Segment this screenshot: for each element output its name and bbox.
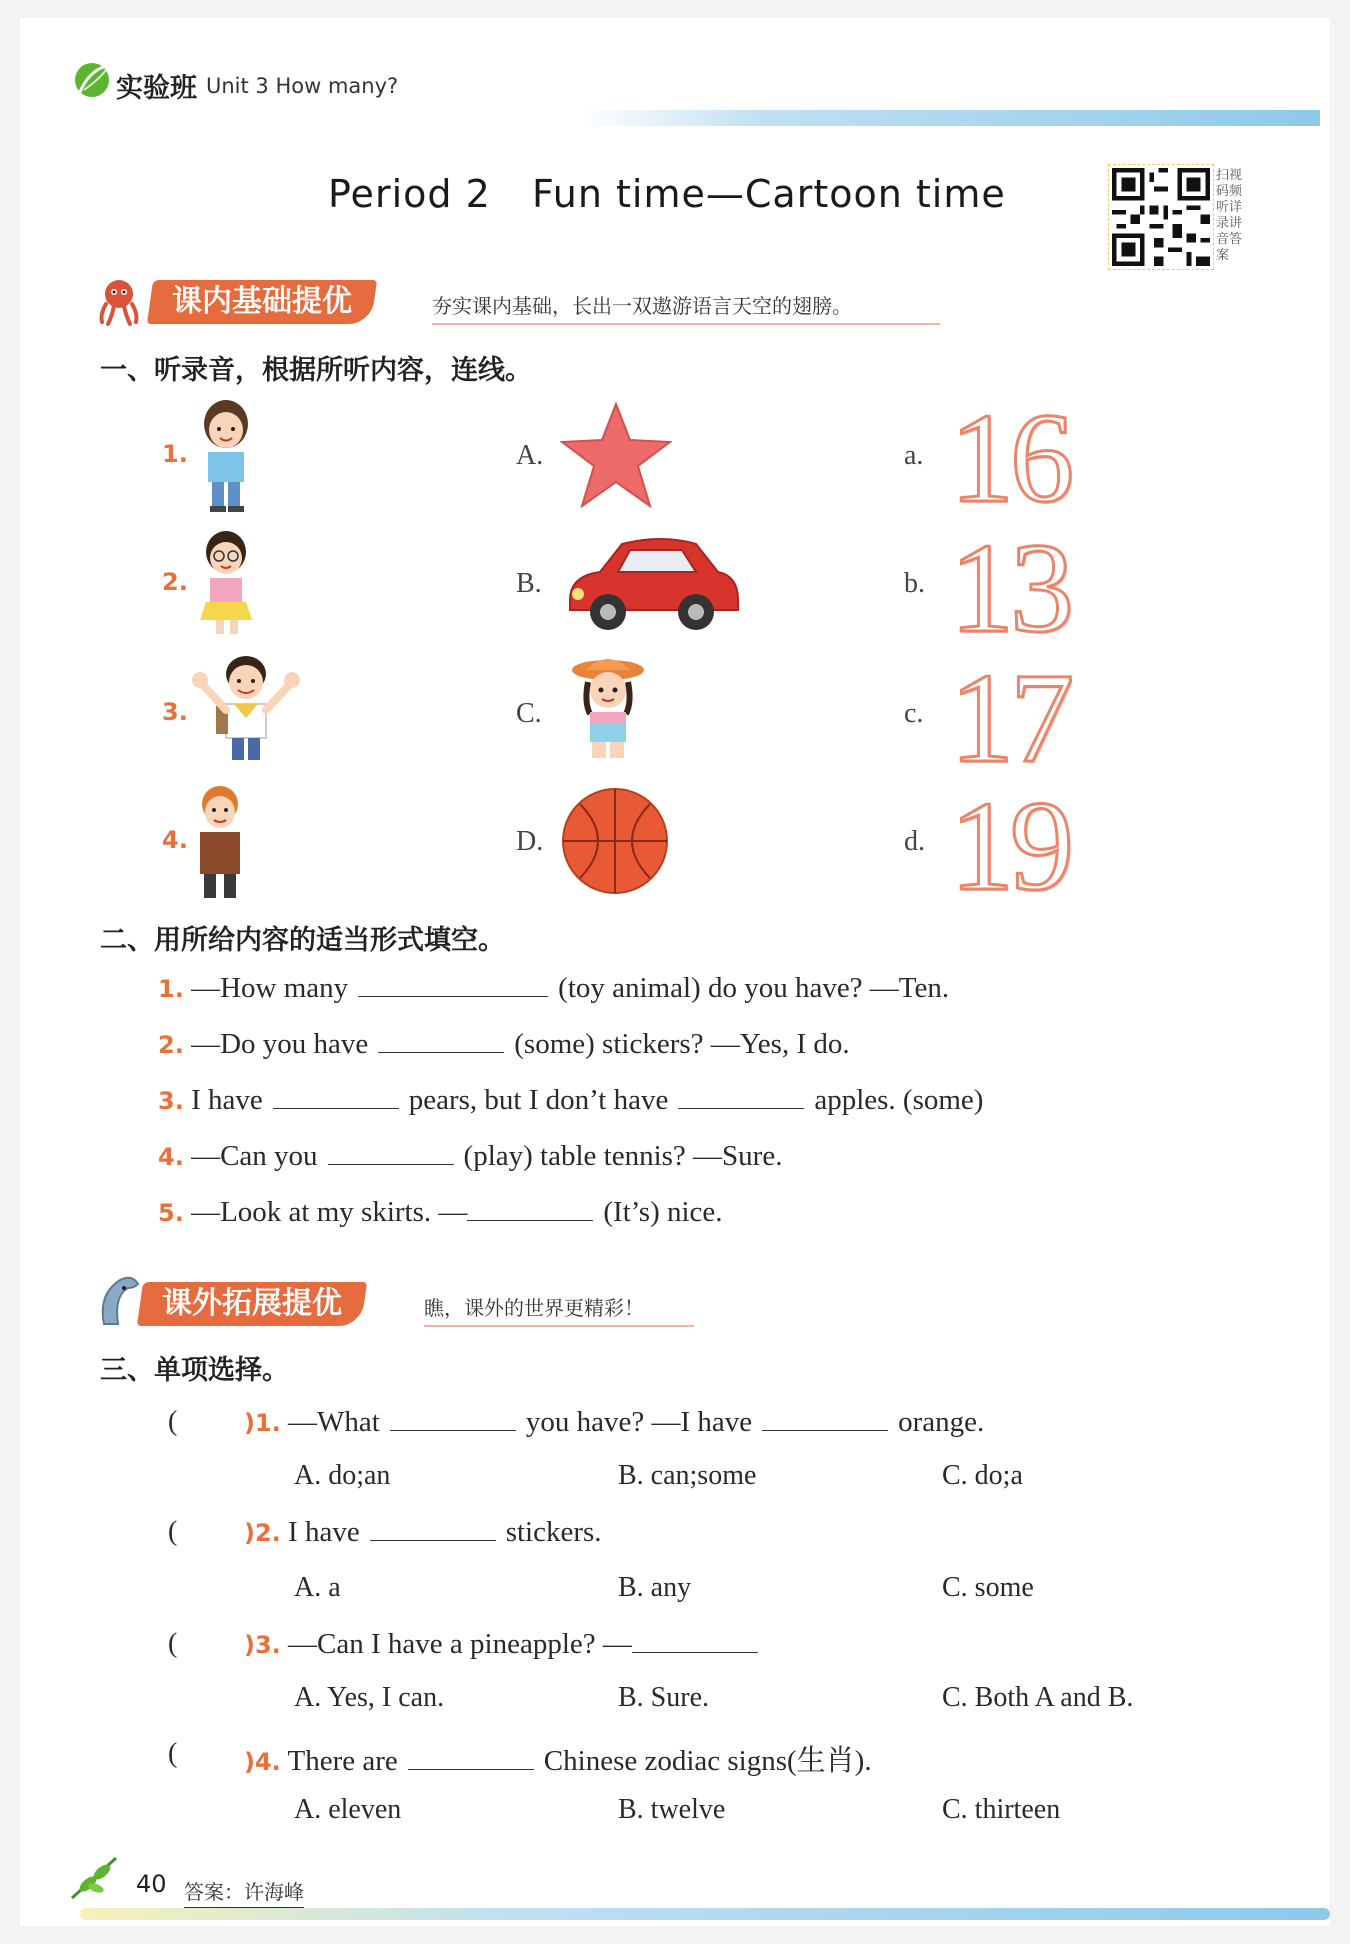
fill-item: [158, 1084, 983, 1117]
girl-ponytail-icon: [188, 396, 266, 521]
choice-item: [244, 1406, 984, 1439]
qr-caption-line: 案: [1216, 248, 1230, 263]
question-title: 一、听录音，根据所听内容，连线。: [100, 355, 532, 386]
qr-caption-line: 码频: [1216, 184, 1243, 199]
footer-stripe: [80, 1908, 1330, 1920]
item-text: —What: [288, 1406, 380, 1438]
option-a[interactable]: A. Yes, I can.: [294, 1682, 445, 1713]
brand-label: 实验班: [116, 73, 197, 104]
item-text: (some) stickers? —Yes, I do.: [514, 1028, 850, 1060]
star-icon: [560, 402, 672, 513]
answer-blank[interactable]: [358, 995, 548, 997]
answer-blank[interactable]: [390, 1429, 516, 1431]
item-number: )4.: [244, 1748, 281, 1776]
picture-letter: C.: [516, 698, 542, 729]
number-13: 13: [950, 517, 1070, 659]
section-note: 夯实课内基础，长出一双遨游语言天空的翅膀。: [432, 290, 940, 325]
picture-letter: B.: [516, 568, 542, 599]
item-text: —Can I have a pineapple? —: [288, 1628, 632, 1660]
picture-letter: A.: [516, 440, 544, 471]
section-banner-label: 课内基础提优: [172, 284, 352, 319]
period-label: Period 2: [328, 172, 491, 216]
item-number: 3.: [158, 1087, 184, 1115]
item-text: —Can you: [191, 1140, 318, 1172]
fill-item: [158, 1140, 782, 1173]
number-letter: a.: [904, 440, 924, 471]
answer-blank[interactable]: [370, 1539, 496, 1541]
answer-label: 答案：许海峰: [184, 1876, 304, 1909]
item-text: you have? —I have: [525, 1406, 753, 1438]
item-number: )3.: [244, 1631, 281, 1659]
option-a[interactable]: A. do;an: [294, 1460, 391, 1491]
item-text: pears, but I don’t have: [408, 1084, 669, 1116]
page-number: 40: [136, 1870, 167, 1898]
item-text: —Look at my skirts. —: [191, 1196, 468, 1228]
girl-hat-icon: [566, 652, 650, 769]
unit-title: Unit 3 How many?: [206, 74, 399, 98]
item-number: 5.: [158, 1199, 184, 1227]
item-text: (toy animal) do you have? —Ten.: [558, 972, 950, 1004]
item-text: I have: [191, 1084, 263, 1116]
option-a[interactable]: A. a: [294, 1572, 341, 1603]
question-title: 三、单项选择。: [100, 1355, 289, 1386]
item-text: —Do you have: [191, 1028, 369, 1060]
section-banner-basic: [147, 280, 377, 324]
item-text: (play) table tennis? —Sure.: [463, 1140, 783, 1172]
qr-caption-line: 音答: [1216, 232, 1243, 247]
option-c[interactable]: C. thirteen: [942, 1794, 1061, 1825]
answer-blank[interactable]: [408, 1768, 534, 1770]
person-number: 2.: [162, 568, 188, 596]
number-letter: b.: [904, 568, 925, 599]
item-text: There are: [287, 1745, 398, 1777]
answer-blank[interactable]: [328, 1163, 454, 1165]
dolphin-icon: [94, 1274, 142, 1335]
answer-blank[interactable]: [678, 1107, 804, 1109]
answer-blank[interactable]: [762, 1429, 888, 1431]
leaf-sprig-icon: [68, 1854, 120, 1907]
qr-caption: [1216, 168, 1256, 264]
item-number: )2.: [244, 1519, 281, 1547]
car-icon: [560, 530, 740, 645]
option-c[interactable]: C. some: [942, 1572, 1034, 1603]
qr-caption-line: 扫视: [1216, 168, 1243, 183]
item-text: orange.: [898, 1406, 985, 1438]
fill-item: [158, 1028, 850, 1061]
number-17: 17: [950, 647, 1070, 789]
girl-glasses-icon: [188, 526, 266, 643]
person-number: 3.: [162, 698, 188, 726]
number-letter: d.: [904, 826, 925, 857]
section-banner-extended: [137, 1282, 367, 1326]
item-number: )1.: [244, 1409, 281, 1437]
fill-item: [158, 972, 949, 1005]
answer-paren[interactable]: (: [168, 1628, 178, 1659]
choice-item: [244, 1516, 602, 1549]
answer-blank[interactable]: [632, 1651, 758, 1653]
question-title: 二、用所给内容的适当形式填空。: [100, 925, 505, 956]
number-19: 19: [950, 775, 1070, 917]
item-text: stickers.: [505, 1516, 602, 1548]
boy-brown-icon: [190, 782, 250, 909]
item-text: I have: [288, 1516, 360, 1548]
item-number: 1.: [158, 975, 184, 1003]
item-number: 2.: [158, 1031, 184, 1059]
header-stripe: [580, 110, 1320, 126]
number-letter: c.: [904, 698, 924, 729]
qr-caption-line: 听详: [1216, 200, 1243, 215]
picture-letter: D.: [516, 826, 544, 857]
option-b[interactable]: B. Sure.: [618, 1682, 709, 1713]
item-text: —How many: [191, 972, 349, 1004]
option-b[interactable]: B. twelve: [618, 1794, 726, 1825]
boy-waving-icon: [186, 650, 306, 771]
qr-caption-line: 录讲: [1216, 216, 1243, 231]
answer-blank[interactable]: [273, 1107, 399, 1109]
basketball-icon: [560, 786, 670, 901]
option-a[interactable]: A. eleven: [294, 1794, 402, 1825]
choice-item: [244, 1738, 872, 1779]
answer-paren[interactable]: (: [168, 1516, 178, 1547]
section-banner-label: 课外拓展提优: [162, 1286, 342, 1321]
option-c[interactable]: C. do;a: [942, 1460, 1023, 1491]
item-text: apples. (some): [814, 1084, 984, 1116]
person-number: 4.: [162, 826, 188, 854]
item-number: 4.: [158, 1143, 184, 1171]
fill-item: [158, 1196, 723, 1229]
answer-blank[interactable]: [467, 1219, 593, 1221]
section-note: 瞧，课外的世界更精彩！: [424, 1292, 694, 1327]
qr-code[interactable]: [1108, 164, 1214, 270]
answer-blank[interactable]: [378, 1051, 504, 1053]
period-name: Fun time—Cartoon time: [532, 172, 1006, 216]
item-text: (It’s) nice.: [603, 1196, 723, 1228]
person-number: 1.: [162, 440, 188, 468]
option-b[interactable]: B. can;some: [618, 1460, 757, 1491]
item-text: Chinese zodiac signs(生肖).: [543, 1745, 872, 1777]
workbook-page: [20, 18, 1330, 1926]
option-c[interactable]: C. Both A and B.: [942, 1682, 1134, 1713]
choice-item: [244, 1628, 768, 1661]
octopus-icon: [96, 276, 142, 333]
leaf-logo-icon: [72, 60, 112, 105]
answer-paren[interactable]: (: [168, 1406, 178, 1437]
number-16: 16: [950, 387, 1070, 529]
answer-paren[interactable]: (: [168, 1738, 178, 1769]
option-b[interactable]: B. any: [618, 1572, 692, 1603]
